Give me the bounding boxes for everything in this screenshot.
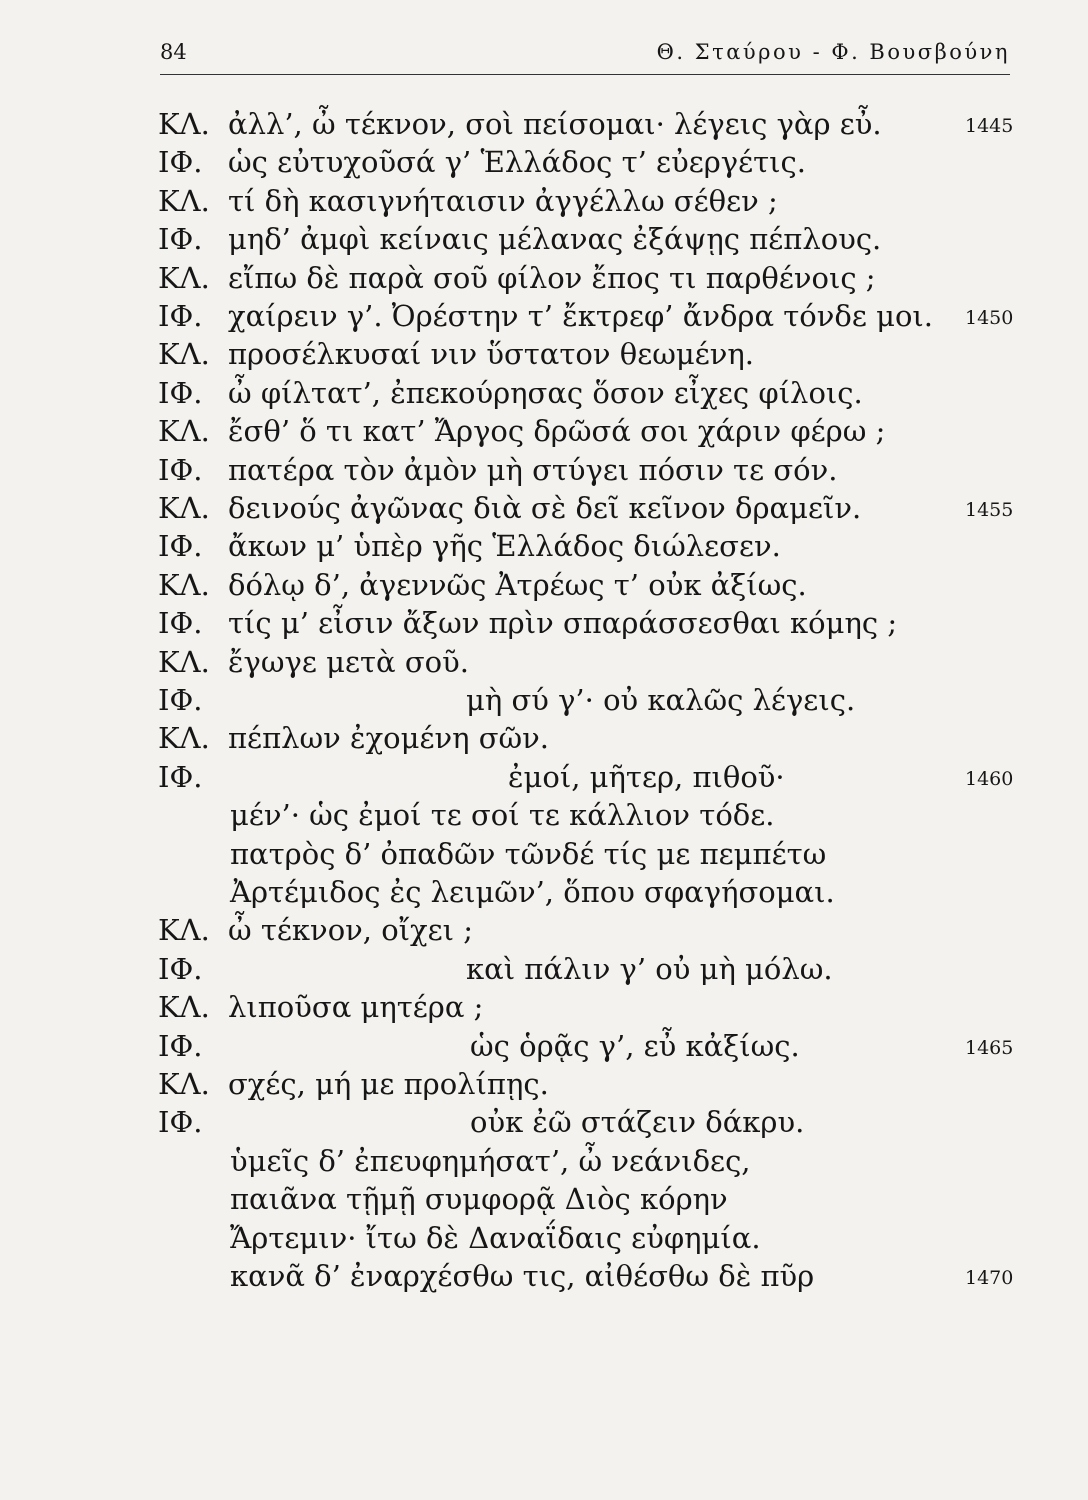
speaker-label: ΙΦ.: [158, 222, 203, 257]
verse-text-line: ὦ φίλτατ’, ἐπεκούρησας ὅσον εἶχες φίλοις.: [228, 375, 863, 410]
page-header: [160, 38, 1010, 75]
verse-line: [0, 834, 1088, 874]
verse-text-line: ἔσθ’ ὅ τι κατ’ Ἄργος δρῶσά σοι χάριν φέρω ;: [228, 414, 886, 449]
verse-line: [0, 1026, 1088, 1066]
verse-line: [0, 603, 1088, 643]
verse-line: [0, 872, 1088, 912]
speaker-label: ΙΦ.: [158, 1105, 203, 1140]
verse-text-line: χαίρειν γ’. Ὀρέστην τ’ ἔκτρεφ’ ἄνδρα τόνδε μοι.: [228, 299, 933, 333]
verse-line: [0, 373, 1088, 413]
verse-text-line: σχές, μή με προλίπῃς.: [228, 1067, 549, 1101]
verse-line: [0, 910, 1088, 950]
verse-line: [0, 488, 1088, 528]
verse-text-line: ὡς ὁρᾷς γ’, εὖ κἀξίως.: [470, 1028, 800, 1063]
verse-line: [0, 795, 1088, 835]
verse-line: [0, 104, 1088, 144]
speaker-label: ΙΦ.: [158, 1028, 203, 1063]
verse-text-line: ὦ τέκνον, οἴχει ;: [228, 913, 473, 948]
verse-text-line: καὶ πάλιν γ’ οὐ μὴ μόλω.: [466, 951, 833, 986]
verse-text-line: κανᾶ δ’ ἐναρχέσθω τις, αἰθέσθω δὲ πῦρ: [230, 1259, 815, 1293]
line-number: 1450: [965, 307, 1014, 329]
speaker-label: ΙΦ.: [158, 759, 203, 794]
verse-line: [0, 258, 1088, 298]
line-number: 1445: [965, 115, 1014, 137]
verse-text-line: ἀλλ’, ὦ τέκνον, σοὶ πείσομαι· λέγεις γὰρ εὖ.: [228, 107, 882, 141]
verse-line: [0, 680, 1088, 720]
verse-text-line: εἴπω δὲ παρὰ σοῦ φίλον ἔπος τι παρθένοις ;: [228, 260, 876, 295]
speaker-label: ΚΛ.: [158, 337, 210, 372]
verse-line: [0, 1064, 1088, 1104]
verse-line: [0, 757, 1088, 797]
running-head: Θ. Σταύρου - Φ. Βουσβούνη: [656, 40, 1010, 64]
verse-line: [0, 450, 1088, 490]
line-number: 1470: [965, 1267, 1014, 1289]
verse-text-line: πατρὸς δ’ ὀπαδῶν τῶνδέ τίς με πεμπέτω: [230, 836, 827, 871]
verse-line: [0, 1179, 1088, 1219]
speaker-label: ΚΛ.: [158, 644, 210, 679]
verse-text-line: δεινούς ἀγῶνας διὰ σὲ δεῖ κεῖνον δραμεῖν.: [228, 491, 862, 525]
verse-line: [0, 1218, 1088, 1258]
verse-text-line: παιᾶνα τῇμῇ συμφορᾷ Διὸς κόρην: [230, 1182, 728, 1217]
verse-text-line: ὡς εὐτυχοῦσά γ’ Ἑλλάδος τ’ εὐεργέτις.: [228, 145, 807, 180]
verse-line: [0, 411, 1088, 451]
verse-text-line: Ἄρτεμιν· ἴτω δὲ Δαναΐδαις εὐφημία.: [230, 1220, 761, 1255]
verse-text-line: δόλῳ δ’, ἀγεννῶς Ἀτρέως τ’ οὐκ ἀξίως.: [228, 567, 807, 602]
speaker-label: ΚΛ.: [158, 721, 210, 756]
verse-line: [0, 565, 1088, 605]
speaker-label: ΙΦ.: [158, 452, 203, 487]
speaker-label: ΙΦ.: [158, 606, 203, 641]
verse-line: [0, 987, 1088, 1027]
verse-line: [0, 1141, 1088, 1181]
speaker-label: ΙΦ.: [158, 951, 203, 986]
line-number: 1460: [965, 767, 1014, 790]
verse-text-line: οὐκ ἐῶ στάζειν δάκρυ.: [470, 1105, 805, 1140]
verse-line: [0, 1256, 1088, 1296]
verse-line: [0, 334, 1088, 374]
verse-line: [0, 949, 1088, 989]
speaker-label: ΚΛ.: [158, 491, 210, 525]
speaker-label: ΚΛ.: [158, 183, 210, 218]
verse-line: [0, 1102, 1088, 1142]
speaker-label: ΚΛ.: [158, 567, 210, 602]
verse-text-line: μηδ’ ἀμφὶ κείναις μέλανας ἐξάψῃς πέπλους.: [228, 222, 882, 257]
verse-line: [0, 181, 1088, 221]
verse-text-line: ἐμοί, μῆτερ, πιθοῦ·: [508, 759, 785, 794]
speaker-label: ΚΛ.: [158, 1067, 210, 1101]
speaker-label: ΙΦ.: [158, 529, 203, 564]
verse-text-line: μέν’· ὡς ἐμοί τε σοί τε κάλλιον τόδε.: [230, 798, 775, 833]
speaker-label: ΙΦ.: [158, 145, 203, 180]
line-number: 1465: [965, 1036, 1014, 1059]
speaker-label: ΙΦ.: [158, 299, 203, 333]
verse-text-line: πέπλων ἐχομένη σῶν.: [228, 721, 549, 756]
speaker-label: ΚΛ.: [158, 990, 210, 1025]
verse-text-line: ὑμεῖς δ’ ἐπευφημήσατ’, ὦ νεάνιδες,: [230, 1143, 751, 1178]
verse-line: [0, 642, 1088, 682]
speaker-label: ΙΦ.: [158, 375, 203, 410]
verse-line: [0, 296, 1088, 336]
speaker-label: ΚΛ.: [158, 414, 210, 449]
verse-text-line: τί δὴ κασιγνήταισιν ἀγγέλλω σέθεν ;: [228, 183, 778, 218]
speaker-label: ΚΛ.: [158, 260, 210, 295]
verse-text-line: λιποῦσα μητέρα ;: [228, 990, 484, 1025]
verse-text-line: πατέρα τὸν ἀμὸν μὴ στύγει πόσιν τε σόν.: [228, 452, 838, 487]
verse-line: [0, 526, 1088, 566]
verse-text-line: ἄκων μ’ ὑπὲρ γῆς Ἑλλάδος διώλεσεν.: [228, 529, 781, 564]
page-number: 84: [160, 40, 187, 64]
verse-text-line: Ἀρτέμιδος ἐς λειμῶν’, ὅπου σφαγήσομαι.: [230, 875, 835, 909]
verse-text-line: μὴ σύ γ’· οὐ καλῶς λέγεις.: [466, 683, 856, 717]
verse-line: [0, 142, 1088, 182]
line-number: 1455: [965, 499, 1014, 521]
verse-text-line: τίς μ’ εἶσιν ἄξων πρὶν σπαράσσεσθαι κόμης ;: [228, 606, 898, 641]
speaker-label: ΙΦ.: [158, 683, 203, 717]
verse-text-line: προσέλκυσαί νιν ὕστατον θεωμένη.: [228, 337, 754, 372]
verse-line: [0, 219, 1088, 259]
speaker-label: ΚΛ.: [158, 913, 210, 948]
verse-line: [0, 718, 1088, 758]
speaker-label: ΚΛ.: [158, 107, 210, 141]
verse-text-line: ἔγωγε μετὰ σοῦ.: [228, 644, 469, 679]
